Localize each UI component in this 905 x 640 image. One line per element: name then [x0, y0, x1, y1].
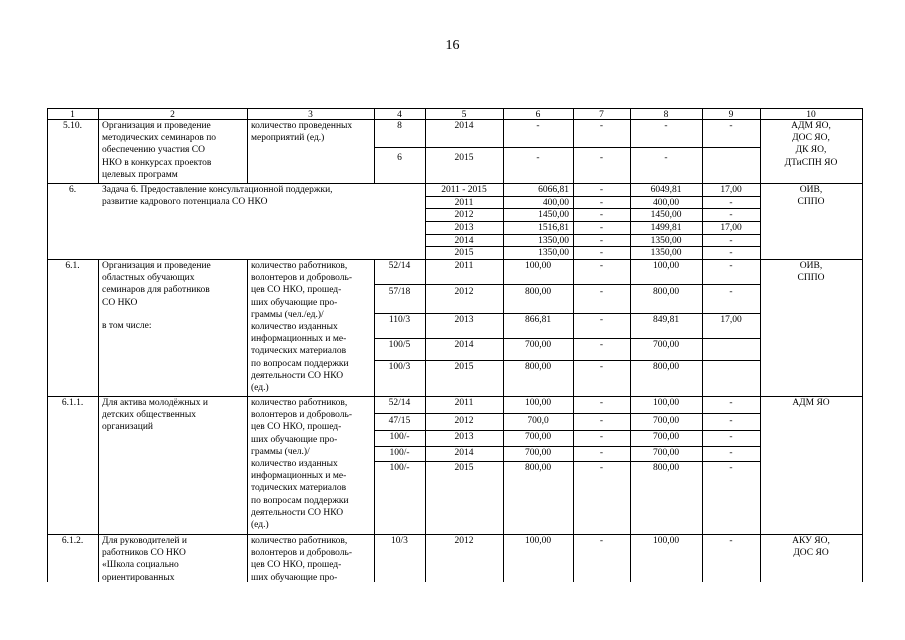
funding-total: 100,00	[524, 536, 552, 546]
task-title: Задача 6. Предоставление консультационной поддержки, развитие кадрового потенциала СО НКО	[102, 185, 333, 208]
funding-other: -	[729, 261, 733, 271]
funding-other: -	[729, 247, 733, 258]
funding-other: -	[729, 432, 733, 442]
column-border	[702, 119, 703, 183]
column-border	[503, 396, 504, 534]
funding-other: -	[729, 287, 733, 297]
funding-federal: -	[599, 261, 604, 271]
indicator-value: 10/3	[391, 536, 408, 546]
funding-regional: 700,00	[652, 416, 680, 426]
column-header-10: 10	[806, 109, 816, 120]
row-border	[374, 284, 761, 285]
funding-total: 6066,81	[538, 184, 569, 195]
funding-regional: 1350,00	[650, 235, 682, 246]
funding-regional: 700,00	[652, 432, 680, 442]
indicator-value: 100/-	[389, 448, 410, 458]
column-border	[503, 534, 504, 582]
year: 2011	[454, 261, 474, 271]
year: 2015	[454, 153, 474, 163]
year: 2014	[454, 340, 474, 350]
column-header-7: 7	[599, 109, 604, 120]
column-border	[702, 396, 703, 534]
column-border	[503, 259, 504, 396]
funding-federal: -	[599, 448, 604, 458]
funding-federal: -	[599, 247, 604, 258]
column-border	[630, 108, 631, 119]
column-border	[702, 108, 703, 119]
executor: ОИВ, СППО	[797, 185, 825, 208]
including-label: в том числе:	[102, 321, 152, 331]
funding-other: -	[729, 209, 733, 220]
column-border	[630, 119, 631, 183]
column-header-4: 4	[397, 109, 402, 120]
funding-federal: -	[599, 416, 604, 426]
funding-total: 700,00	[524, 448, 552, 458]
row-number: 6.1.	[65, 261, 80, 271]
executor: ОИВ, СППО	[797, 261, 825, 284]
year: 2014	[454, 448, 474, 458]
indicator-value: 57/18	[388, 287, 411, 297]
funding-other: -	[729, 448, 733, 458]
column-border	[862, 108, 863, 582]
column-header-9: 9	[728, 109, 734, 120]
column-border	[247, 119, 248, 183]
funding-total: 100,00	[524, 261, 552, 271]
row-border	[374, 413, 761, 414]
indicator-value: 47/15	[388, 416, 411, 426]
column-border	[247, 396, 248, 534]
funding-total: 800,00	[524, 287, 552, 297]
executor: АКУ ЯО, ДОС ЯО	[792, 536, 830, 559]
column-header-2: 2	[170, 109, 175, 120]
column-border	[760, 259, 761, 396]
column-border	[425, 534, 426, 582]
column-border	[247, 108, 248, 119]
funding-federal: -	[599, 536, 604, 546]
funding-federal: -	[599, 340, 604, 350]
column-border	[630, 259, 631, 396]
column-border	[98, 108, 99, 119]
funding-total: -	[536, 121, 540, 131]
funding-regional: 1450,00	[650, 209, 682, 220]
funding-regional: 6049,81	[650, 184, 682, 195]
funding-federal: -	[599, 463, 604, 473]
measure-name: Организация и проведение областных обучающих семинаров для работников СО НКО	[102, 261, 211, 308]
year: 2011	[454, 398, 474, 408]
column-border	[760, 396, 761, 534]
year: 2015	[454, 463, 474, 473]
funding-regional: 700,00	[652, 340, 680, 350]
funding-regional: 1499,81	[650, 222, 682, 233]
column-border	[760, 534, 761, 582]
indicator-text: количество работников, волонтеров и доброволь- цев СО НКО, прошед- ших обучающие про-	[251, 536, 353, 583]
column-border	[573, 534, 574, 582]
funding-total: 1516,81	[538, 222, 569, 233]
column-border	[760, 119, 761, 183]
indicator-value: 110/3	[388, 315, 411, 325]
column-border	[573, 119, 574, 183]
column-border	[374, 396, 375, 534]
year: 2014	[454, 235, 474, 246]
funding-regional: 849,81	[652, 315, 680, 325]
column-border	[503, 108, 504, 119]
funding-regional: 800,00	[652, 362, 680, 372]
funding-regional: 800,00	[652, 463, 680, 473]
funding-other: -	[729, 463, 733, 473]
year: 2012	[454, 209, 474, 220]
row-border	[374, 147, 761, 148]
indicator-text: количество работников, волонтеров и доброволь- цев СО НКО, прошед- ших обучающие про- граммы (чел./ед.)/ количество изданных информационных и ме- тодических материалов по вопросам поддержки деятельности СО НКО (ед.)	[251, 261, 353, 394]
funding-federal: -	[599, 153, 604, 163]
indicator-value: 100/-	[389, 432, 410, 442]
funding-federal: -	[599, 184, 604, 195]
funding-other: -	[729, 197, 733, 208]
funding-other: -	[729, 398, 733, 408]
funding-federal: -	[599, 209, 604, 220]
year: 2013	[454, 315, 474, 325]
column-border	[98, 119, 99, 183]
column-border	[374, 108, 375, 119]
column-border	[374, 119, 375, 183]
year: 2015	[454, 362, 474, 372]
column-border	[98, 259, 99, 396]
column-border	[425, 259, 426, 396]
funding-other: -	[729, 536, 733, 546]
column-border	[425, 119, 426, 183]
year: 2013	[454, 432, 474, 442]
funding-other: -	[729, 121, 733, 131]
year: 2012	[454, 287, 474, 297]
column-border	[425, 108, 426, 119]
year: 2011	[454, 197, 474, 208]
measure-name: Организация и проведение методических семинаров по обеспечению участия СО НКО в конкурсах проектов целевых программ	[102, 121, 217, 180]
funding-federal: -	[599, 287, 604, 297]
funding-federal: -	[599, 235, 604, 246]
column-border	[573, 108, 574, 119]
funding-total: 700,00	[524, 432, 552, 442]
funding-total: 866,81	[524, 315, 552, 325]
page-number: 16	[445, 38, 460, 53]
column-border	[630, 396, 631, 534]
column-border	[98, 396, 99, 534]
funding-regional: 1350,00	[650, 247, 682, 258]
column-header-1: 1	[70, 109, 75, 120]
column-border	[760, 108, 761, 119]
funding-regional: -	[664, 121, 668, 131]
column-border	[374, 534, 375, 582]
indicator-value: 100/5	[388, 340, 411, 350]
indicator-value: 52/14	[388, 261, 411, 271]
funding-total: 100,00	[524, 398, 552, 408]
column-header-8: 8	[663, 109, 669, 120]
funding-federal: -	[599, 362, 604, 372]
column-border	[374, 259, 375, 396]
funding-federal: -	[599, 222, 604, 233]
column-border	[573, 396, 574, 534]
funding-total: 1450,00	[538, 209, 569, 220]
column-border	[702, 534, 703, 582]
column-border	[630, 534, 631, 582]
funding-regional: -	[664, 153, 668, 163]
column-border	[573, 259, 574, 396]
funding-federal: -	[599, 315, 604, 325]
indicator-value: 100/-	[389, 463, 410, 473]
executor: АДМ ЯО, ДОС ЯО, ДК ЯО, ДТиСПН ЯО	[784, 121, 838, 168]
indicator-value: 6	[397, 153, 402, 163]
column-border	[47, 108, 48, 582]
year: 2012	[454, 416, 474, 426]
indicator-value: 52/14	[388, 398, 411, 408]
funding-total: 700,00	[524, 340, 552, 350]
funding-total: 1350,00	[538, 247, 569, 258]
indicator-value: 100/3	[388, 362, 411, 372]
funding-other: -	[729, 235, 733, 246]
funding-regional: 100,00	[652, 536, 680, 546]
column-border	[247, 259, 248, 396]
row-number: 5.10.	[63, 121, 82, 131]
column-header-5: 5	[461, 109, 467, 120]
column-header-3: 3	[308, 109, 313, 120]
funding-regional: 100,00	[652, 261, 680, 271]
funding-total: 400,00	[542, 197, 569, 208]
measure-name: Для руководителей и работников СО НКО «Школа социально ориентированных	[102, 536, 187, 583]
column-border	[425, 396, 426, 534]
funding-regional: 400,00	[652, 197, 680, 208]
funding-other: 17,00	[720, 315, 742, 325]
funding-federal: -	[599, 432, 604, 442]
funding-total: 800,00	[524, 362, 552, 372]
indicator-text: количество работников, волонтеров и доброволь- цев СО НКО, прошед- ших обучающие про- граммы (чел.)/ количество изданных информационных и ме- тодических материалов по вопросам поддержки деятельности СО НКО (ед.)	[251, 398, 353, 531]
row-number: 6.1.1.	[61, 398, 84, 408]
indicator-text: количество проведенных мероприятий (ед.)	[251, 121, 353, 144]
executor: АДМ ЯО	[792, 398, 830, 408]
funding-total: 700,0	[527, 416, 549, 426]
funding-federal: -	[599, 398, 604, 408]
funding-federal: -	[599, 197, 604, 208]
funding-federal: -	[599, 121, 604, 131]
funding-total: 1350,00	[538, 235, 569, 246]
funding-total: 800,00	[524, 463, 552, 473]
column-border	[702, 259, 703, 396]
year: 2014	[454, 121, 474, 131]
column-header-6: 6	[535, 109, 541, 120]
column-border	[247, 534, 248, 582]
column-border	[98, 534, 99, 582]
funding-other: 17,00	[720, 222, 742, 233]
column-border	[503, 119, 504, 183]
year: 2013	[454, 222, 474, 233]
row-number: 6.1.2.	[61, 536, 84, 546]
funding-regional: 100,00	[652, 398, 680, 408]
funding-other: 17,00	[720, 184, 742, 195]
funding-other: -	[729, 416, 733, 426]
year: 2011 - 2015	[441, 184, 487, 195]
indicator-value: 8	[397, 121, 402, 131]
year: 2012	[454, 536, 474, 546]
row-number: 6.	[68, 185, 77, 195]
funding-regional: 700,00	[652, 448, 680, 458]
funding-total: -	[536, 153, 540, 163]
funding-regional: 800,00	[652, 287, 680, 297]
year: 2015	[454, 247, 474, 258]
measure-name: Для актива молодёжных и детских общественных организаций	[102, 398, 209, 433]
